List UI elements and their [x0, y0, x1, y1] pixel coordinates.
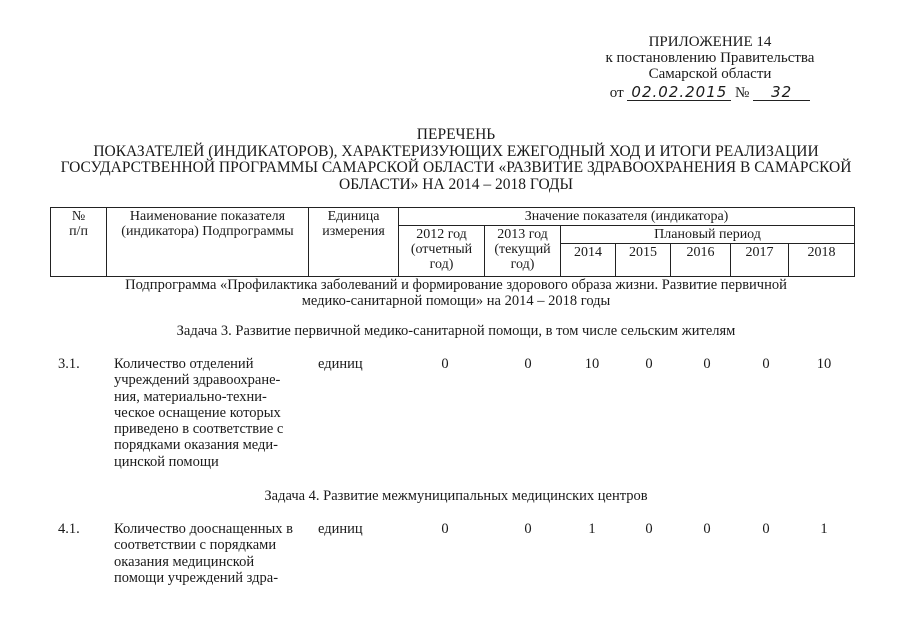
header-text: (текущий: [494, 242, 551, 257]
value-cell: 0: [762, 356, 770, 372]
value-cell: 0: [703, 356, 711, 372]
subprogram-line: Подпрограмма «Профилактика заболеваний и формирование здорового образа жизни. Развитие первичной: [125, 277, 787, 293]
task-4-heading: [40, 488, 872, 504]
title-line: ГОСУДАРСТВЕННОЙ ПРОГРАММЫ САМАРСКОЙ ОБЛАСТИ «РАЗВИТИЕ ЗДРАВООХРАНЕНИЯ В САМАРСКОЙ: [60, 159, 852, 176]
header-text: измерения: [322, 224, 385, 239]
col-year-header: 2014: [561, 244, 616, 277]
row-number: 3.1.: [58, 356, 80, 372]
value-cell: 0: [524, 521, 532, 537]
row-number: 4.1.: [58, 521, 80, 537]
value-cell: 1: [820, 521, 828, 537]
planned-period-header: Плановый период: [561, 226, 855, 244]
desc-line: Количество отделений: [114, 356, 254, 372]
header-text: Наименование показателя: [129, 209, 286, 224]
handwritten-date: 02.02.2015: [627, 84, 731, 101]
col-year-header: 2016: [671, 244, 731, 277]
appendix-line: Самарской области: [648, 66, 772, 82]
value-cell: 0: [524, 356, 532, 372]
document-title: [40, 127, 872, 193]
value-cell: 0: [762, 521, 770, 537]
desc-line: приведено в соответствие с: [114, 421, 284, 438]
header-text: год): [429, 257, 454, 272]
col-no-header: [51, 208, 107, 277]
header-text: (отчетный: [410, 242, 473, 257]
subprogram-line: медико-санитарной помощи» на 2014 – 2018 годы: [301, 293, 611, 309]
desc-line: порядками оказания меди-: [114, 437, 279, 454]
value-cell: 0: [441, 356, 449, 372]
value-cell: 0: [645, 356, 653, 372]
title-line: ПОКАЗАТЕЛЕЙ (ИНДИКАТОРОВ), ХАРАКТЕРИЗУЮЩИХ ЕЖЕГОДНЫЙ ХОД И ИТОГИ РЕАЛИЗАЦИИ: [93, 142, 819, 160]
header-text: п/п: [69, 224, 88, 239]
indicator-description: [114, 356, 306, 470]
number-label: №: [735, 85, 750, 101]
desc-line: помощи учреждений здра-: [114, 569, 279, 586]
col-value-header: Значение показателя (индикатора): [399, 208, 855, 226]
header-text: №: [71, 209, 86, 224]
value-cell: 0: [703, 521, 711, 537]
unit-cell: единиц: [318, 521, 363, 537]
appendix-block: [560, 34, 860, 101]
col-year-header: 2015: [616, 244, 671, 277]
appendix-date-line: [560, 84, 860, 101]
col-year-header: 2018: [789, 244, 855, 277]
task-text: Задача 3. Развитие первичной медико-санитарной помощи, в том числе сельским жителям: [176, 323, 736, 339]
value-cell: 10: [816, 356, 832, 372]
desc-line: цинской помощи: [114, 453, 219, 470]
header-text: 2013 год: [497, 227, 548, 242]
task-3-heading: [40, 323, 872, 339]
title-line: ОБЛАСТИ» НА 2014 – 2018 ГОДЫ: [339, 175, 573, 193]
desc-line: ческое оснащение которых: [114, 404, 281, 421]
col-2012-header: [399, 226, 485, 277]
desc-line: ния, материально-техни-: [114, 388, 267, 405]
col-year-header: 2017: [731, 244, 789, 277]
appendix-title: ПРИЛОЖЕНИЕ 14: [648, 34, 772, 50]
subprogram-heading: [40, 277, 872, 309]
header-text: (индикатора) Подпрограммы: [121, 224, 294, 239]
task-text: Задача 4. Развитие межмуниципальных медицинских центров: [264, 488, 648, 504]
handwritten-number: 32: [753, 84, 810, 101]
col-name-header: [107, 208, 309, 277]
value-cell: 10: [584, 356, 600, 372]
value-cell: 0: [441, 521, 449, 537]
desc-line: учреждений здравоохране-: [114, 372, 281, 389]
value-cell: 1: [588, 521, 596, 537]
header-text: Единица: [327, 209, 380, 224]
header-text: 2012 год: [416, 227, 467, 242]
title-line: ПЕРЕЧЕНЬ: [416, 126, 496, 143]
desc-line: Количество дооснащенных в: [114, 521, 293, 537]
indicator-table-header: [50, 207, 855, 277]
from-label: от: [609, 85, 624, 101]
desc-line: оказания медицинской: [114, 553, 255, 570]
indicator-description: [114, 521, 306, 586]
header-text: год): [510, 257, 535, 272]
value-cell: 0: [645, 521, 653, 537]
unit-cell: единиц: [318, 356, 363, 372]
col-2013-header: [485, 226, 561, 277]
appendix-line: к постановлению Правительства: [605, 50, 815, 66]
col-unit-header: [309, 208, 399, 277]
desc-line: соответствии с порядками: [114, 537, 277, 554]
